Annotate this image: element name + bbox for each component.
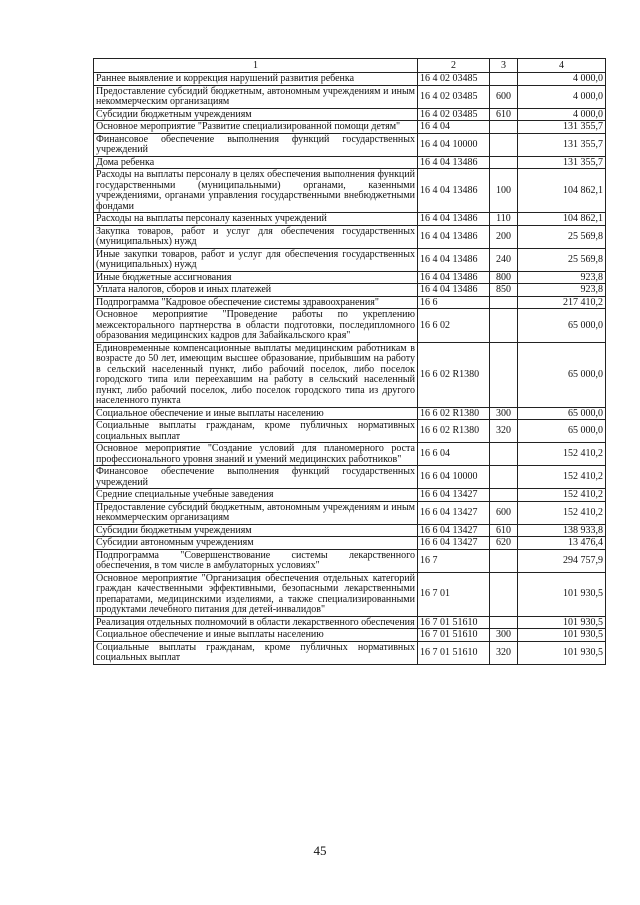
table-row <box>94 108 606 121</box>
cell-name: Реализация отдельных полномочий в области лекарственного обеспечения <box>94 616 418 629</box>
cell-sum: 25 569,8 <box>518 225 606 248</box>
table-row <box>94 133 606 156</box>
cell-vr: 100 <box>490 169 518 213</box>
cell-name: Уплата налогов, сборов и иных платежей <box>94 284 418 297</box>
cell-name: Раннее выявление и коррекция нарушений развития ребенка <box>94 73 418 86</box>
cell-vr: 320 <box>490 641 518 664</box>
cell-name: Иные бюджетные ассигнования <box>94 271 418 284</box>
cell-code: 16 6 04 13427 <box>418 524 490 537</box>
cell-vr <box>490 133 518 156</box>
cell-sum: 101 930,5 <box>518 641 606 664</box>
cell-sum: 4 000,0 <box>518 73 606 86</box>
table-row <box>94 549 606 572</box>
table-row <box>94 284 606 297</box>
cell-sum: 152 410,2 <box>518 443 606 466</box>
table-row <box>94 407 606 420</box>
cell-code: 16 4 02 03485 <box>418 73 490 86</box>
cell-vr <box>490 466 518 489</box>
cell-vr: 300 <box>490 629 518 642</box>
table-row <box>94 501 606 524</box>
cell-code: 16 7 01 51610 <box>418 616 490 629</box>
table-row <box>94 537 606 550</box>
cell-name: Финансовое обеспечение выполнения функций государственных учреждений <box>94 466 418 489</box>
cell-name: Субсидии бюджетным учреждениям <box>94 108 418 121</box>
cell-code: 16 6 <box>418 296 490 309</box>
table-row <box>94 213 606 226</box>
cell-code: 16 6 04 13427 <box>418 537 490 550</box>
cell-code: 16 7 01 51610 <box>418 641 490 664</box>
cell-vr: 600 <box>490 85 518 108</box>
page-number: 45 <box>313 843 327 858</box>
table-row <box>94 73 606 86</box>
cell-sum: 101 930,5 <box>518 629 606 642</box>
cell-code: 16 4 04 13486 <box>418 248 490 271</box>
cell-code: 16 4 04 13486 <box>418 271 490 284</box>
table-header-row <box>94 59 606 73</box>
cell-sum: 101 930,5 <box>518 616 606 629</box>
cell-sum: 65 000,0 <box>518 407 606 420</box>
cell-vr: 850 <box>490 284 518 297</box>
budget-table-body <box>94 59 606 665</box>
header-cell-code: 2 <box>418 59 490 73</box>
cell-vr: 800 <box>490 271 518 284</box>
table-row <box>94 169 606 213</box>
cell-sum: 65 000,0 <box>518 420 606 443</box>
cell-name: Социальное обеспечение и иные выплаты населению <box>94 407 418 420</box>
cell-vr <box>490 73 518 86</box>
cell-code: 16 7 01 51610 <box>418 629 490 642</box>
cell-code: 16 7 01 <box>418 572 490 616</box>
cell-name: Основное мероприятие "Развитие специализированной помощи детям" <box>94 121 418 134</box>
cell-sum: 131 355,7 <box>518 133 606 156</box>
cell-name: Социальные выплаты гражданам, кроме публичных нормативных социальных выплат <box>94 420 418 443</box>
cell-name: Расходы на выплаты персоналу казенных учреждений <box>94 213 418 226</box>
cell-code: 16 7 <box>418 549 490 572</box>
cell-code: 16 6 04 <box>418 443 490 466</box>
cell-code: 16 6 02 R1380 <box>418 407 490 420</box>
cell-vr: 200 <box>490 225 518 248</box>
cell-vr: 320 <box>490 420 518 443</box>
table-row <box>94 271 606 284</box>
cell-sum: 294 757,9 <box>518 549 606 572</box>
cell-vr: 600 <box>490 501 518 524</box>
cell-sum: 923,8 <box>518 271 606 284</box>
cell-sum: 138 933,8 <box>518 524 606 537</box>
table-row <box>94 489 606 502</box>
cell-sum: 13 476,4 <box>518 537 606 550</box>
cell-sum: 65 000,0 <box>518 342 606 407</box>
cell-vr <box>490 572 518 616</box>
table-row <box>94 629 606 642</box>
cell-code: 16 4 04 10000 <box>418 133 490 156</box>
cell-code: 16 6 02 R1380 <box>418 420 490 443</box>
table-row <box>94 466 606 489</box>
table-row <box>94 420 606 443</box>
cell-vr <box>490 121 518 134</box>
header-cell-vr: 3 <box>490 59 518 73</box>
cell-code: 16 4 02 03485 <box>418 108 490 121</box>
cell-code: 16 4 04 13486 <box>418 284 490 297</box>
cell-name: Единовременные компенсационные выплаты медицинским работникам в возрасте до 50 лет, имеющим высшее образование, прибывшим на работу в сельский населенный пункт, либо рабочий поселок, либо поселок городского типа или переехавшим на работу в сельский населенный пункт, либо рабочий поселок, либо поселок городского типа из другого населенного пункта <box>94 342 418 407</box>
cell-code: 16 6 02 <box>418 309 490 343</box>
cell-sum: 4 000,0 <box>518 108 606 121</box>
header-cell-sum: 4 <box>518 59 606 73</box>
cell-vr <box>490 616 518 629</box>
cell-sum: 152 410,2 <box>518 466 606 489</box>
cell-name: Дома ребенка <box>94 156 418 169</box>
table-row <box>94 641 606 664</box>
cell-sum: 152 410,2 <box>518 489 606 502</box>
cell-sum: 104 862,1 <box>518 213 606 226</box>
cell-code: 16 6 04 13427 <box>418 489 490 502</box>
cell-vr: 240 <box>490 248 518 271</box>
table-row <box>94 524 606 537</box>
cell-sum: 923,8 <box>518 284 606 297</box>
table-row <box>94 443 606 466</box>
cell-vr <box>490 296 518 309</box>
cell-vr: 110 <box>490 213 518 226</box>
cell-code: 16 6 04 10000 <box>418 466 490 489</box>
cell-vr <box>490 549 518 572</box>
cell-name: Подпрограмма "Кадровое обеспечение системы здравоохранения" <box>94 296 418 309</box>
cell-name: Закупка товаров, работ и услуг для обеспечения государственных (муниципальных) нужд <box>94 225 418 248</box>
cell-vr <box>490 156 518 169</box>
cell-code: 16 6 04 13427 <box>418 501 490 524</box>
cell-name: Основное мероприятие "Организация обеспечения отдельных категорий граждан качественными эффективными, безопасными лекарственными препаратами, медицинскими изделиями, а также специализированными продуктами лечебного питания для детей-инвалидов" <box>94 572 418 616</box>
cell-vr: 610 <box>490 108 518 121</box>
cell-code: 16 4 04 13486 <box>418 156 490 169</box>
table-row <box>94 342 606 407</box>
cell-name: Иные закупки товаров, работ и услуг для обеспечения государственных (муниципальных) нужд <box>94 248 418 271</box>
cell-code: 16 4 02 03485 <box>418 85 490 108</box>
budget-table <box>93 58 606 665</box>
cell-vr <box>490 309 518 343</box>
table-row <box>94 309 606 343</box>
table-row <box>94 248 606 271</box>
cell-name: Основное мероприятие "Создание условий для планомерного роста профессионального уровня знаний и умений медицинских работников" <box>94 443 418 466</box>
cell-name: Предоставление субсидий бюджетным, автономным учреждениям и иным некоммерческим организациям <box>94 501 418 524</box>
cell-vr <box>490 342 518 407</box>
cell-name: Социальное обеспечение и иные выплаты населению <box>94 629 418 642</box>
cell-name: Подпрограмма "Совершенствование системы лекарственного обеспечения, в том числе в амбулаторных условиях" <box>94 549 418 572</box>
cell-name: Расходы на выплаты персоналу в целях обеспечения выполнения функций государственными (муниципальными) органами, казенными учреждениями, органами управления государственными внебюджетными фондами <box>94 169 418 213</box>
cell-sum: 101 930,5 <box>518 572 606 616</box>
cell-sum: 25 569,8 <box>518 248 606 271</box>
cell-name: Предоставление субсидий бюджетным, автономным учреждениям и иным некоммерческим организациям <box>94 85 418 108</box>
cell-name: Средние специальные учебные заведения <box>94 489 418 502</box>
cell-name: Финансовое обеспечение выполнения функций государственных учреждений <box>94 133 418 156</box>
table-row <box>94 225 606 248</box>
cell-sum: 217 410,2 <box>518 296 606 309</box>
cell-name: Социальные выплаты гражданам, кроме публичных нормативных социальных выплат <box>94 641 418 664</box>
cell-vr: 300 <box>490 407 518 420</box>
header-cell-name: 1 <box>94 59 418 73</box>
cell-sum: 104 862,1 <box>518 169 606 213</box>
table-row <box>94 572 606 616</box>
cell-sum: 131 355,7 <box>518 156 606 169</box>
table-row <box>94 156 606 169</box>
table-row <box>94 616 606 629</box>
cell-vr <box>490 489 518 502</box>
table-row <box>94 121 606 134</box>
cell-name: Субсидии автономным учреждениям <box>94 537 418 550</box>
table-row <box>94 296 606 309</box>
cell-code: 16 6 02 R1380 <box>418 342 490 407</box>
cell-vr: 620 <box>490 537 518 550</box>
cell-vr: 610 <box>490 524 518 537</box>
cell-name: Субсидии бюджетным учреждениям <box>94 524 418 537</box>
cell-name: Основное мероприятие "Проведение работы по укреплению межсекторального партнерства в области подготовки, последипломного образования медицинских кадров для Забайкальского края" <box>94 309 418 343</box>
cell-code: 16 4 04 13486 <box>418 225 490 248</box>
cell-sum: 65 000,0 <box>518 309 606 343</box>
cell-sum: 152 410,2 <box>518 501 606 524</box>
cell-sum: 4 000,0 <box>518 85 606 108</box>
cell-vr <box>490 443 518 466</box>
table-row <box>94 85 606 108</box>
cell-code: 16 4 04 13486 <box>418 213 490 226</box>
cell-code: 16 4 04 <box>418 121 490 134</box>
cell-sum: 131 355,7 <box>518 121 606 134</box>
cell-code: 16 4 04 13486 <box>418 169 490 213</box>
